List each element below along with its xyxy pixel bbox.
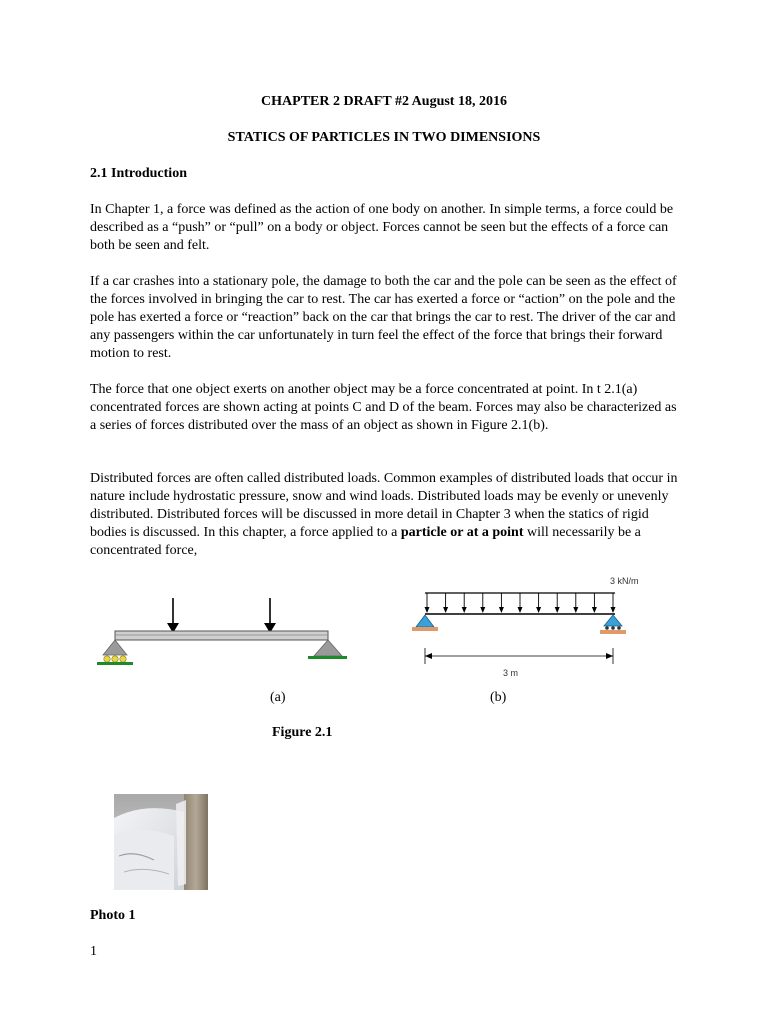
photo-title: Photo 1 [90, 908, 136, 923]
ground-b-left [412, 627, 438, 631]
roller-support-icon [103, 640, 127, 655]
chapter-subtitle: STATICS OF PARTICLES IN TWO DIMENSIONS [227, 130, 541, 145]
paragraph-4-end: will necessarily be a concentrated force, [90, 525, 641, 558]
load-arrowhead-icon [611, 607, 616, 613]
load-arrowhead-icon [592, 607, 597, 613]
load-intensity-label: 3 kN/m [610, 576, 639, 586]
pin-support-icon [314, 640, 342, 656]
ground-b-right [600, 630, 626, 634]
span-label: 3 m [503, 668, 519, 678]
load-arrowhead-icon [573, 607, 578, 613]
ground-right [308, 656, 347, 659]
load-arrowhead-icon [518, 607, 523, 613]
paragraph-3: The force that one object exerts on another object may be a force concentrated at point. In t 2.1(a) concentrated forces are shown acting at points C and D of the beam. Forces may also be characterized as a series of forces distributed over the mass of an object as shown in Figure 2.1(b). [90, 382, 677, 433]
figure-title: Figure 2.1 [272, 725, 333, 740]
load-arrowhead-icon [462, 607, 467, 613]
photo-snow-pole [114, 794, 208, 890]
paragraph-4-text: Distributed forces are often called distributed loads. Common examples of distributed loads that occur in nature include hydrostatic pressure, snow and wind loads. Distributed loads may be evenly or unevenly distributed. Distributed forces will be discussed in more detail in Chapter 3 when the statics of rigid bodies is discussed. In this chapter, a force applied to a [90, 471, 678, 540]
paragraph-1: In Chapter 1, a force was defined as the action of one body on another. In simple terms, a force could be described as a “push” or “pull” on a body or object. Forces cannot be seen but the effects of a force can both be seen and felt. [90, 202, 674, 253]
paragraph-2: If a car crashes into a stationary pole, the damage to both the car and the pole can be seen as the effect of the forces involved in bringing the car to rest. The car has exerted a force or “action” on the pole and the pole has exerted a force or “reaction” back on the car that brings the car to rest. The driver of the car and any passengers within the car unfortunately in turn feel the effect of the force that brings their forward motion to rest. [90, 274, 677, 361]
distributed-load-arrows [425, 593, 616, 613]
paragraph-4 [90, 470, 680, 560]
load-arrowhead-icon [555, 607, 560, 613]
beam [115, 631, 328, 640]
ground-left [97, 662, 133, 665]
roller-support-b-icon [604, 615, 622, 626]
load-arrowhead-icon [443, 607, 448, 613]
load-arrowhead-icon [536, 607, 541, 613]
load-arrowhead-icon [425, 607, 430, 613]
chapter-title: CHAPTER 2 DRAFT #2 August 18, 2016 [261, 94, 507, 109]
page-number: 1 [90, 944, 97, 959]
figure-caption-a: (a) [270, 690, 286, 705]
pin-support-b-icon [416, 615, 434, 627]
pole [184, 794, 208, 890]
figure-caption-b: (b) [490, 690, 507, 705]
figure-b-distributed-load [405, 570, 665, 685]
load-arrowhead-icon [480, 607, 485, 613]
load-arrowhead-icon [499, 607, 504, 613]
figure-a-beam [95, 595, 355, 670]
paragraph-4-bold: particle or at a point [400, 525, 524, 540]
section-heading: 2.1 Introduction [90, 166, 187, 181]
